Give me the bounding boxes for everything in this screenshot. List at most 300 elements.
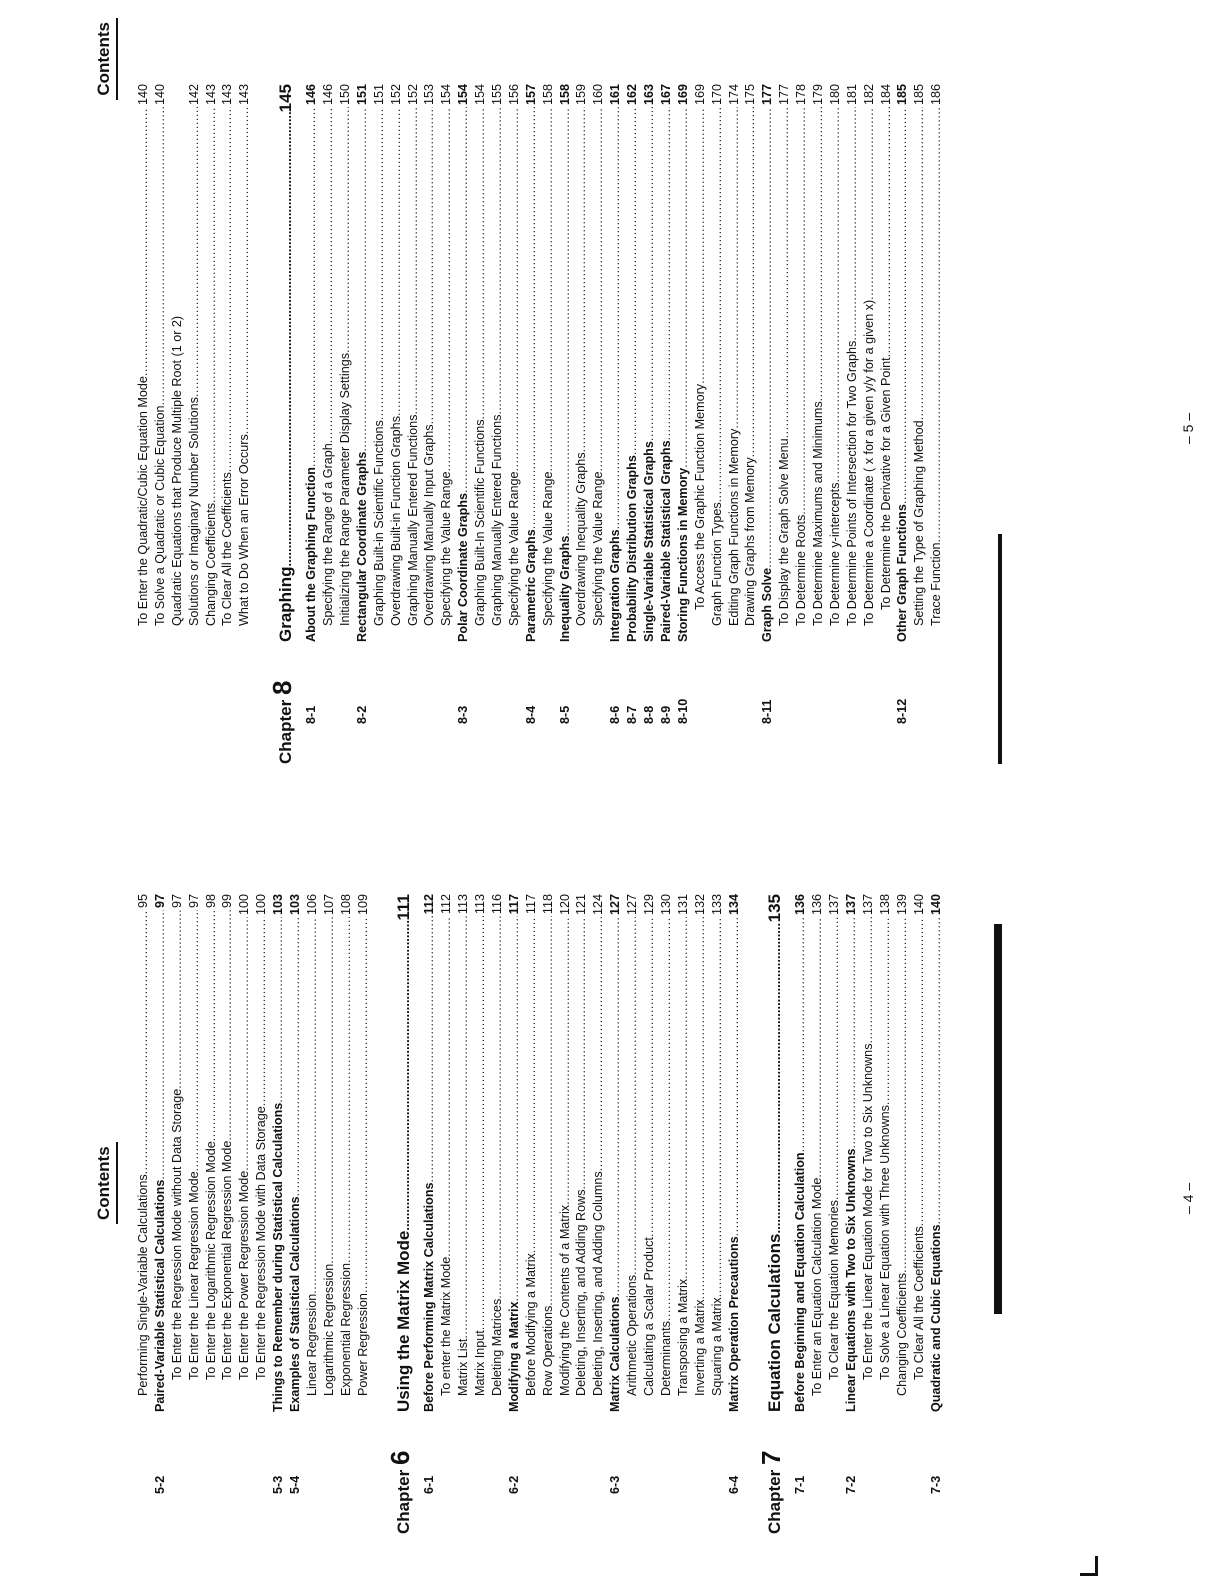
section-number: 6-2: [506, 1475, 521, 1494]
section-number: 8-11: [760, 699, 775, 724]
entry-page: 143: [237, 84, 252, 106]
entry-title: Deleting, Inserting, and Adding Rows: [574, 1189, 589, 1396]
leader-dots: [573, 917, 590, 1189]
chapter-label: [379, 1426, 425, 1534]
entry-page: 100: [237, 894, 252, 916]
toc-entry: [759, 84, 776, 724]
leader-dots: [607, 917, 624, 1297]
toc-entry: [658, 84, 675, 724]
entry-page: 151: [371, 84, 386, 106]
leader-dots: [388, 107, 405, 416]
toc-entry: [557, 84, 574, 724]
toc-entry: [692, 84, 709, 724]
entry-page: 103: [288, 894, 303, 916]
entry-title: To Display the Graph Solve Menu: [777, 438, 792, 626]
toc-entry: [523, 894, 540, 1494]
entry-title: To enter the Matrix Mode: [439, 1256, 454, 1396]
toc-entry: [303, 84, 320, 724]
entry-title: Solutions or Imaginary Number Solutions: [186, 397, 201, 626]
entry-page: 150: [338, 84, 353, 106]
leader-dots: [573, 107, 590, 452]
entry-title: Examples of Statistical Calculations: [288, 1196, 303, 1412]
toc-entry: [472, 84, 489, 724]
toc-entry: [236, 84, 253, 724]
toc-entry: [489, 894, 506, 1494]
toc-entry: [186, 84, 203, 724]
toc-entry: [590, 894, 607, 1494]
leader-dots: [253, 917, 270, 1106]
toc-entry: [540, 894, 557, 1494]
leader-dots: [540, 916, 557, 1306]
entry-title: Graph Solve: [760, 567, 775, 642]
entry-title: About the Graphing Function: [304, 467, 319, 642]
toc-entry: [438, 84, 455, 724]
entry-page: 112: [439, 894, 454, 915]
entry-page: 120: [557, 894, 572, 916]
entry-page: 185: [912, 84, 927, 106]
leader-dots: [755, 922, 797, 1233]
toc-entry: [321, 894, 338, 1494]
leader-dots: [557, 917, 574, 1205]
entry-title: To Determine Points of Intersection for Two Graphs: [844, 340, 859, 626]
leader-dots: [911, 917, 928, 1226]
entry-page: 106: [304, 894, 319, 916]
leader-dots: [321, 917, 338, 1264]
entry-page: 177: [760, 84, 775, 106]
leader-dots: [860, 917, 877, 1043]
leader-dots: [320, 107, 337, 443]
entry-page: 167: [658, 84, 673, 106]
entry-title: Single-Variable Statistical Graphs: [642, 441, 657, 642]
leader-dots: [726, 107, 743, 429]
chapter-title: Equation Calculations: [765, 1233, 785, 1412]
leader-dots: [472, 107, 489, 419]
leader-dots: [219, 910, 236, 1141]
entry-page: 127: [608, 894, 623, 916]
entry-page: 139: [894, 894, 909, 916]
entry-title: Graphing Built-In Scientific Functions: [473, 419, 488, 626]
entry-page: 154: [473, 84, 488, 106]
leader-dots: [861, 107, 878, 300]
leader-dots: [371, 107, 388, 420]
toc-entry: [726, 894, 743, 1494]
toc-entry: [793, 84, 810, 724]
entry-title: To Clear All the Coefficients: [220, 472, 235, 626]
leader-dots: [169, 910, 186, 1089]
entry-title: Performing Single-Variable Calculations: [136, 1174, 150, 1396]
leader-dots: [658, 107, 675, 440]
entry-title: Parametric Graphs: [523, 529, 538, 642]
entry-page: 107: [321, 894, 336, 916]
toc-entry: [219, 894, 236, 1494]
entry-title: To Enter the Linear Regression Mode: [186, 1171, 201, 1380]
entry-title: To Enter the Exponential Regression Mode: [220, 1140, 235, 1380]
entry-title: To Enter an Equation Calculation Mode: [810, 1177, 825, 1396]
leader-dots: [894, 917, 911, 1273]
entry-title: To Enter the Quadratic/Cubic Equation Mode: [136, 376, 150, 626]
leader-dots: [405, 107, 422, 415]
entry-title: Changing Coefficients: [894, 1273, 909, 1396]
entry-title: Before Beginning and Equation Calculation: [793, 1152, 808, 1412]
section-number: 8-7: [625, 705, 640, 724]
chapter-number: 6: [385, 1450, 416, 1466]
entry-page: 136: [793, 894, 808, 916]
entry-title: Calculating a Scalar Product: [642, 1237, 657, 1396]
leader-dots: [826, 917, 843, 1200]
toc-entry: [911, 84, 928, 724]
entry-page: 142: [186, 84, 201, 106]
entry-title: Initializing the Range Parameter Display Settings: [338, 352, 353, 626]
leader-dots: [894, 107, 911, 504]
leader-dots: [911, 107, 928, 420]
toc-entry: [169, 84, 186, 724]
leader-dots: [304, 917, 321, 1294]
section-number: 8-8: [642, 705, 657, 724]
entry-page: 181: [844, 84, 859, 106]
section-number: 5-3: [271, 1475, 286, 1494]
chapter-number: 8: [267, 680, 298, 696]
toc-entry: [506, 894, 523, 1494]
toc-entry: [692, 894, 709, 1494]
section-number: 8-10: [675, 698, 690, 724]
entry-title: Linear Equations with Two to Six Unknowns: [844, 1148, 859, 1412]
toc-entry: [455, 894, 472, 1494]
entry-page: 143: [203, 84, 218, 106]
left-page: [0, 794, 1224, 1564]
leader-dots: [337, 107, 354, 353]
entry-page: 180: [827, 84, 842, 106]
entry-page: 146: [304, 84, 319, 106]
entry-page: 140: [911, 894, 926, 916]
chapter-heading: [261, 84, 303, 764]
entry-title: Integration Graphs: [608, 529, 623, 642]
leader-dots: [270, 917, 287, 1103]
entry-page: 99: [220, 894, 235, 909]
leader-dots: [709, 917, 726, 1297]
leader-dots: [523, 916, 540, 1253]
leader-dots: [792, 917, 809, 1152]
leader-dots: [287, 917, 304, 1196]
leader-dots: [186, 107, 203, 397]
chapter-page: 135: [765, 894, 785, 923]
entry-title: What to Do When an Error Occurs: [237, 434, 252, 626]
entry-page: 130: [658, 894, 673, 916]
toc-entry: [472, 894, 489, 1494]
leader-dots: [810, 107, 827, 401]
leader-dots: [203, 107, 220, 503]
toc-entry: [894, 894, 911, 1494]
entry-page: 109: [355, 894, 370, 916]
leader-dots: [266, 112, 308, 566]
leader-dots: [844, 107, 861, 341]
leader-dots: [135, 107, 152, 376]
entry-title: Modifying a Matrix: [506, 1301, 521, 1412]
leader-dots: [675, 917, 692, 1279]
section-number: 8-4: [523, 705, 538, 724]
entry-page: 155: [490, 84, 505, 106]
leader-dots: [472, 916, 489, 1330]
entry-title: Deleting, Inserting, and Adding Columns: [591, 1171, 606, 1396]
entry-title: To Enter the Logarithmic Regression Mode: [203, 1141, 218, 1380]
leader-dots: [303, 107, 320, 467]
toc-entry: [726, 84, 743, 724]
entry-page: 132: [692, 894, 707, 916]
toc-entry: [388, 84, 405, 724]
entry-title: Quadratic Equations that Produce Multiple Root (1 or 2): [169, 315, 184, 626]
section-number: 5-4: [288, 1475, 303, 1494]
toc-entry: [489, 84, 506, 724]
entry-page: 121: [574, 894, 589, 916]
toc-entry: [455, 84, 472, 724]
toc-entry: [320, 84, 337, 724]
leader-dots: [692, 107, 709, 384]
entry-page: 185: [895, 84, 910, 106]
entry-title: To Access the Graphic Function Memory: [692, 383, 707, 610]
entry-page: 118: [540, 894, 555, 915]
section-number: 8-9: [658, 705, 673, 724]
entry-title: Before Modifying a Matrix: [523, 1253, 538, 1396]
entry-page: 158: [557, 84, 572, 106]
entry-title: Trace Function: [929, 542, 944, 626]
toc-entry: [169, 894, 186, 1494]
page-header: Contents: [94, 1142, 118, 1224]
entry-title: To Enter the Power Regression Mode: [237, 1170, 252, 1380]
toc-entry: [203, 894, 220, 1494]
toc-entry: [928, 894, 945, 1494]
entry-page: 131: [675, 894, 690, 916]
entry-title: Quadratic and Cubic Equations: [928, 1224, 943, 1412]
toc-entry: [843, 894, 860, 1494]
leader-dots: [827, 107, 844, 483]
entry-page: 117: [523, 894, 538, 915]
entry-title: To Enter the Linear Equation Mode for Two to Six Unknowns: [860, 1043, 875, 1380]
entry-title: Drawing Graphs from Memory: [743, 457, 758, 626]
entry-title: Matrix List: [456, 1338, 471, 1396]
leader-dots: [928, 917, 945, 1224]
chapter-label: [750, 1426, 796, 1534]
entry-page: 151: [354, 84, 369, 106]
entry-title: Exponential Regression: [338, 1262, 353, 1396]
entry-title: Before Performing Matrix Calculations: [422, 1182, 437, 1412]
entry-page: 97: [152, 894, 167, 909]
entry-page: 95: [136, 894, 150, 909]
leader-dots: [809, 917, 826, 1178]
toc-entry: [894, 84, 911, 724]
right-page: [0, 4, 1224, 774]
section-number: 8-2: [354, 705, 369, 724]
entry-title: Matrix Operation Precautions: [726, 1236, 741, 1412]
leader-dots: [489, 107, 506, 415]
entry-page: 184: [878, 84, 893, 106]
toc-entry: [557, 894, 574, 1494]
toc-entry: [152, 84, 169, 724]
entry-title: To Determine the Derivative for a Given Point: [878, 357, 893, 610]
toc-entry: [438, 894, 455, 1494]
leader-dots: [540, 107, 557, 471]
chapter-title: Graphing: [276, 566, 296, 642]
leader-dots: [438, 107, 455, 471]
toc-entry: [371, 84, 388, 724]
leader-dots: [489, 916, 506, 1299]
entry-page: 113: [473, 894, 488, 915]
entry-title: To Determine Maximums and Minimums: [810, 401, 825, 626]
toc-entry: [658, 894, 675, 1494]
leader-dots: [152, 107, 169, 405]
entry-page: 163: [642, 84, 657, 106]
entry-page: 146: [321, 84, 336, 106]
leader-dots: [843, 917, 860, 1148]
entry-page: 154: [439, 84, 454, 106]
entry-page: 140: [928, 894, 943, 916]
entry-page: 170: [709, 84, 724, 106]
entry-page: 175: [743, 84, 758, 106]
entry-title: Overdrawing Manually Input Graphs: [422, 424, 437, 626]
entry-title: To Solve a Quadratic or Cubic Equation: [152, 405, 167, 626]
chapter-label: [261, 656, 307, 764]
toc-entry: [203, 84, 220, 724]
section-number: 7-1: [793, 1475, 808, 1494]
chapter-heading: [379, 894, 421, 1534]
entry-page: 140: [136, 84, 150, 106]
leader-dots: [878, 107, 895, 357]
entry-title: Rectangular Coordinate Graphs: [354, 451, 369, 642]
toc-entry: [709, 894, 726, 1494]
toc-entry: [792, 894, 809, 1494]
entry-title: Graph Function Types: [709, 502, 724, 626]
entry-page: 112: [422, 894, 437, 915]
entry-page: 182: [861, 84, 876, 106]
section-number: 6-4: [726, 1475, 741, 1494]
toc-entry: [219, 84, 236, 724]
leader-dots: [455, 107, 472, 493]
entry-page: 124: [591, 894, 606, 916]
toc-entry: [270, 894, 287, 1494]
toc-entry: [844, 84, 861, 724]
leader-dots: [219, 107, 236, 472]
entry-page: 161: [608, 84, 623, 106]
leader-dots: [658, 917, 675, 1321]
leader-dots: [590, 107, 607, 471]
entry-title: Specifying the Value Range: [506, 471, 521, 626]
entry-page: 137: [844, 894, 859, 916]
toc-entry: [135, 894, 152, 1494]
entry-title: Graphing Built-in Scientific Functions: [371, 420, 386, 626]
entry-page: 186: [929, 84, 944, 106]
section-number: 6-3: [608, 1475, 623, 1494]
toc-entry: [421, 894, 438, 1494]
entry-title: Inequality Graphs: [557, 535, 572, 642]
leader-dots: [692, 917, 709, 1299]
entry-page: 108: [338, 894, 353, 916]
chapter-title: Using the Matrix Mode: [394, 1230, 414, 1412]
toc-entry: [337, 84, 354, 724]
section-number: 6-1: [422, 1475, 437, 1494]
entry-page: 152: [405, 84, 420, 106]
toc-entry: [826, 894, 843, 1494]
entry-title: Things to Remember during Statistical Calculations: [271, 1102, 286, 1412]
leader-dots: [354, 107, 371, 452]
entry-page: 127: [625, 894, 640, 916]
entry-title: Paired-Variable Statistical Calculations: [152, 1179, 167, 1412]
entry-page: 97: [186, 894, 201, 909]
toc-entry: [607, 84, 624, 724]
leader-dots: [506, 107, 523, 471]
toc-entry: [506, 84, 523, 724]
entry-title: Row Operations: [540, 1305, 555, 1396]
section-number: 8-3: [456, 705, 471, 724]
toc-entry: [861, 84, 878, 724]
entry-title: Polar Coordinate Graphs: [456, 492, 471, 642]
entry-title: Squaring a Matrix: [709, 1297, 724, 1396]
entry-page: 129: [642, 894, 657, 916]
toc-entry: [304, 894, 321, 1494]
entry-title: Specifying the Value Range: [540, 471, 555, 626]
leader-dots: [135, 910, 152, 1174]
entry-title: Graphing Manually Entered Functions: [405, 414, 420, 626]
section-number: 5-2: [152, 1475, 167, 1494]
toc-entry: [928, 84, 945, 724]
entry-title: Transposing a Matrix: [675, 1278, 690, 1396]
toc-entry: [742, 84, 759, 724]
toc-entry: [540, 84, 557, 724]
chapter-heading: [750, 894, 792, 1534]
toc-list: [135, 84, 945, 764]
section-number: 8-6: [608, 705, 623, 724]
toc-entry: [641, 84, 658, 724]
entry-title: Power Regression: [355, 1293, 370, 1396]
leader-dots: [759, 107, 776, 568]
leader-dots: [928, 107, 945, 542]
entry-page: 174: [726, 84, 741, 106]
entry-page: 178: [794, 84, 809, 106]
entry-page: 179: [810, 84, 825, 106]
toc-entry: [709, 84, 726, 724]
toc-entry: [810, 84, 827, 724]
section-number: 8-5: [557, 705, 572, 724]
leader-dots: [675, 107, 692, 468]
chapter-number: 7: [756, 1450, 787, 1466]
entry-title: Overdrawing Built-in Function Graphs: [388, 416, 403, 626]
entry-page: 159: [574, 84, 589, 106]
entry-title: To Determine Roots: [794, 514, 809, 626]
entry-title: Matrix Calculations: [608, 1296, 623, 1412]
entry-title: Specifying the Value Range: [439, 471, 454, 626]
chapter-page: 145: [276, 84, 296, 113]
entry-title: Modifying the Contents of a Matrix: [557, 1204, 572, 1396]
leader-dots: [523, 107, 540, 529]
toc-entry: [573, 894, 590, 1494]
entry-title: Paired-Variable Statistical Graphs: [658, 440, 673, 642]
section-number: 7-3: [928, 1475, 943, 1494]
page-number: – 4 –: [1180, 1182, 1196, 1214]
leader-dots: [236, 917, 253, 1171]
page-header: Contents: [94, 18, 118, 100]
leader-dots: [590, 917, 607, 1171]
leader-dots: [557, 107, 574, 536]
leader-dots: [742, 107, 759, 457]
leader-dots: [384, 921, 426, 1231]
toc-entry: [152, 894, 169, 1494]
toc-entry: [607, 894, 624, 1494]
entry-page: 140: [152, 84, 167, 106]
leader-dots: [776, 107, 793, 438]
leader-dots: [236, 107, 253, 434]
toc-entry: [590, 84, 607, 724]
entry-page: 103: [271, 894, 286, 916]
entry-title: Other Graph Functions: [895, 504, 910, 642]
entry-page: 143: [220, 84, 235, 106]
leader-dots: [641, 107, 658, 441]
